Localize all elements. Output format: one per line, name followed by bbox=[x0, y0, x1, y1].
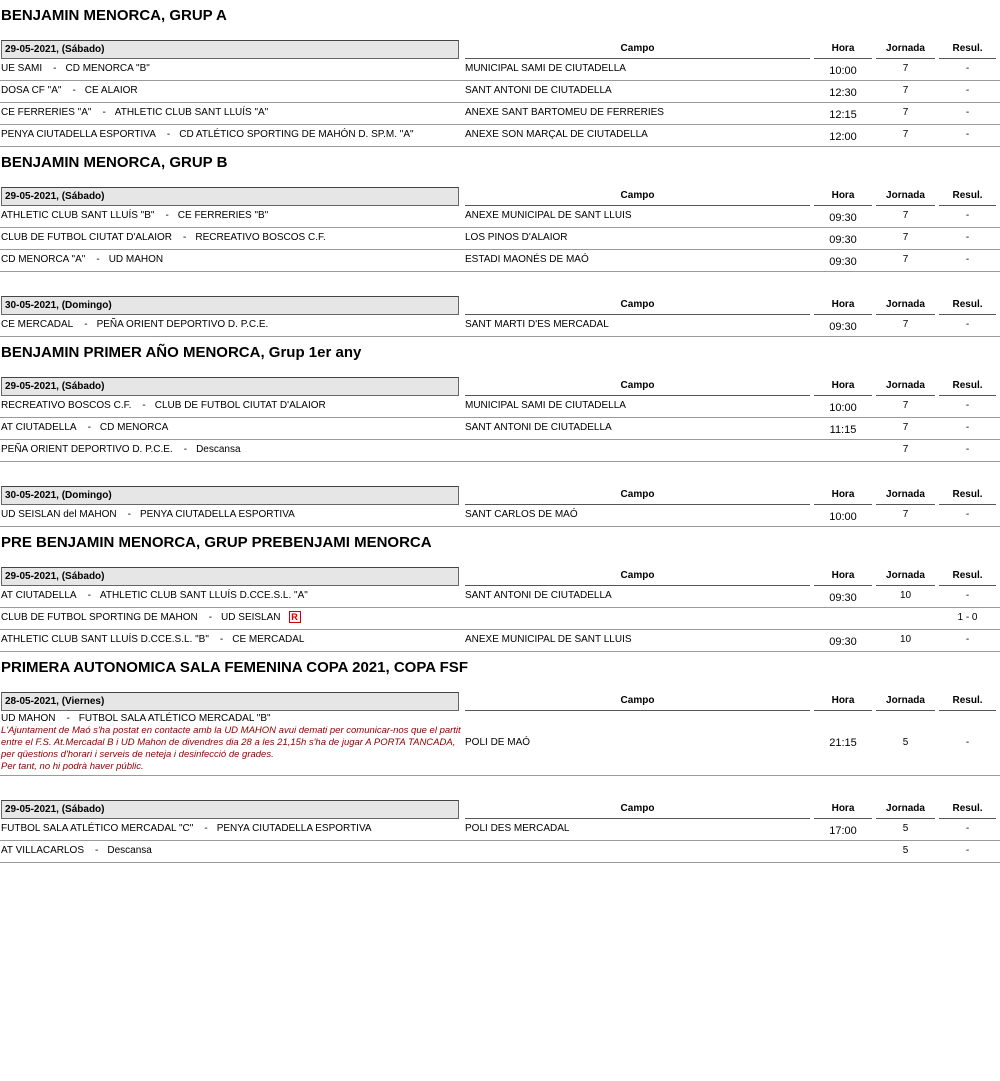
header-hora: Hora bbox=[814, 800, 872, 819]
match-time: 10:00 bbox=[829, 65, 857, 77]
match-teams bbox=[1, 713, 461, 773]
match-teams bbox=[1, 103, 461, 123]
header-campo: Campo bbox=[465, 567, 810, 586]
home-team[interactable]: UE SAMI bbox=[1, 63, 43, 74]
header-jornada: Jornada bbox=[876, 40, 935, 59]
team-separator: - bbox=[165, 210, 169, 221]
match-note: L'Ajuntament de Maó s'ha postat en contacte amb la UD MAHON avui demati per comunicar-nos que el partit entre el F.S. At.Mercadal B i UD Mahon de divendres dia 28 a les 21,15h s'ha de jugar A PORTA TANCADA, per qüestions d'horari i serveis de neteja i desinfecció de grades. bbox=[1, 725, 461, 760]
header-campo: Campo bbox=[465, 800, 810, 819]
match-day-block bbox=[0, 187, 1000, 272]
match-result: - bbox=[965, 63, 970, 74]
match-row[interactable] bbox=[0, 440, 1000, 462]
home-team[interactable]: UD SEISLAN del MAHON bbox=[1, 509, 117, 520]
match-teams bbox=[1, 206, 461, 226]
header-resul: Resul. bbox=[939, 296, 996, 315]
match-venue: SANT ANTONI DE CIUTADELLA bbox=[465, 422, 612, 433]
match-time: 09:30 bbox=[829, 321, 857, 333]
match-round: 7 bbox=[902, 85, 909, 96]
match-result: 1 - 0 bbox=[957, 612, 978, 623]
away-team[interactable]: UD SEISLAN bbox=[221, 612, 281, 623]
table-header bbox=[0, 486, 1000, 505]
match-row[interactable] bbox=[0, 228, 1000, 250]
home-team[interactable]: AT CIUTADELLA bbox=[1, 590, 77, 601]
header-jornada: Jornada bbox=[876, 187, 935, 206]
match-round: 7 bbox=[902, 254, 909, 265]
match-round: 10 bbox=[899, 590, 912, 601]
team-separator: - bbox=[87, 590, 91, 601]
home-team[interactable]: FUTBOL SALA ATLÉTICO MERCADAL "C" bbox=[1, 823, 194, 834]
match-row[interactable] bbox=[0, 315, 1000, 337]
away-team[interactable]: PEÑA ORIENT DEPORTIVO D. P.C.E. bbox=[96, 319, 269, 330]
block-gap bbox=[0, 462, 1000, 486]
team-separator: - bbox=[127, 509, 131, 520]
away-team[interactable]: CD MENORCA bbox=[99, 422, 169, 433]
team-separator: - bbox=[95, 845, 99, 856]
match-result: - bbox=[965, 107, 970, 118]
match-teams bbox=[1, 819, 461, 839]
match-teams bbox=[1, 228, 461, 248]
match-venue: POLI DE MAÓ bbox=[465, 737, 531, 748]
away-team[interactable]: CD ATLÉTICO SPORTING DE MAHÓN D. SP.M. "A" bbox=[179, 129, 414, 140]
competition-section bbox=[0, 337, 1000, 527]
match-date: 30-05-2021, (Domingo) bbox=[1, 486, 459, 505]
match-teams bbox=[1, 608, 461, 628]
header-jornada: Jornada bbox=[876, 486, 935, 505]
match-venue: ANEXE MUNICIPAL DE SANT LLUIS bbox=[465, 634, 632, 645]
match-row[interactable] bbox=[0, 608, 1000, 630]
team-separator: - bbox=[183, 232, 187, 243]
away-team[interactable]: CLUB DE FUTBOL CIUTAT D'ALAIOR bbox=[154, 400, 326, 411]
home-team[interactable]: AT CIUTADELLA bbox=[1, 422, 77, 433]
header-resul: Resul. bbox=[939, 800, 996, 819]
match-date: 29-05-2021, (Sábado) bbox=[1, 40, 459, 59]
match-result: - bbox=[965, 400, 970, 411]
header-campo: Campo bbox=[465, 486, 810, 505]
match-teams bbox=[1, 418, 461, 438]
table-header bbox=[0, 377, 1000, 396]
home-team[interactable]: AT VILLACARLOS bbox=[1, 845, 84, 856]
team-separator: - bbox=[142, 400, 146, 411]
match-venue: SANT CARLOS DE MAÓ bbox=[465, 509, 578, 520]
match-teams bbox=[1, 505, 461, 525]
competition-title: PRE BENJAMIN MENORCA, GRUP PREBENJAMI MENORCA bbox=[1, 534, 432, 551]
away-team[interactable]: Descansa bbox=[196, 444, 241, 455]
competition-title: BENJAMIN PRIMER AÑO MENORCA, Grup 1er any bbox=[1, 344, 362, 361]
header-campo: Campo bbox=[465, 187, 810, 206]
match-result: - bbox=[965, 509, 970, 520]
team-separator: - bbox=[87, 422, 91, 433]
home-team[interactable]: ATHLETIC CLUB SANT LLUÍS "B" bbox=[1, 210, 155, 221]
match-venue: ANEXE MUNICIPAL DE SANT LLUIS bbox=[465, 210, 632, 221]
team-separator: - bbox=[219, 634, 224, 645]
match-day-block bbox=[0, 486, 1000, 527]
match-round: 7 bbox=[902, 63, 909, 74]
table-header bbox=[0, 187, 1000, 206]
away-team[interactable]: CE MERCADAL bbox=[232, 634, 305, 645]
away-team[interactable]: CE ALAIOR bbox=[84, 85, 138, 96]
match-result: - bbox=[965, 319, 970, 330]
team-separator: - bbox=[66, 713, 70, 724]
match-venue: MUNICIPAL SAMI DE CIUTADELLA bbox=[465, 63, 626, 74]
header-resul: Resul. bbox=[939, 486, 996, 505]
match-teams bbox=[1, 59, 461, 79]
competition-section bbox=[0, 0, 1000, 147]
team-separator: - bbox=[183, 444, 188, 455]
match-teams bbox=[1, 250, 461, 270]
home-team[interactable]: CE MERCADAL bbox=[1, 319, 74, 330]
header-campo: Campo bbox=[465, 377, 810, 396]
match-round: 7 bbox=[902, 509, 909, 520]
header-hora: Hora bbox=[814, 40, 872, 59]
home-team[interactable]: CLUB DE FUTBOL SPORTING DE MAHON bbox=[1, 612, 198, 623]
match-result: - bbox=[965, 444, 970, 455]
team-separator: - bbox=[102, 107, 106, 118]
match-round: 7 bbox=[902, 444, 909, 455]
match-row[interactable] bbox=[0, 841, 1000, 863]
result-report-icon[interactable]: R bbox=[289, 611, 301, 623]
away-team[interactable]: CD MENORCA "B" bbox=[65, 63, 150, 74]
match-venue: ESTADI MAONÉS DE MAÓ bbox=[465, 254, 589, 265]
table-header bbox=[0, 692, 1000, 711]
match-round: 7 bbox=[902, 232, 909, 243]
match-day-block bbox=[0, 377, 1000, 462]
match-time: 09:30 bbox=[829, 234, 857, 246]
match-result: - bbox=[965, 232, 970, 243]
competition-section bbox=[0, 527, 1000, 652]
header-resul: Resul. bbox=[939, 567, 996, 586]
match-result: - bbox=[965, 85, 970, 96]
match-row[interactable] bbox=[0, 630, 1000, 652]
match-result: - bbox=[965, 129, 970, 140]
match-time: 12:30 bbox=[829, 87, 857, 99]
header-hora: Hora bbox=[814, 567, 872, 586]
header-hora: Hora bbox=[814, 486, 872, 505]
block-gap bbox=[0, 272, 1000, 296]
team-separator: - bbox=[72, 85, 76, 96]
header-jornada: Jornada bbox=[876, 692, 935, 711]
match-date: 29-05-2021, (Sábado) bbox=[1, 567, 459, 586]
home-team[interactable]: ATHLETIC CLUB SANT LLUÍS D.CCE.S.L. "B" bbox=[1, 634, 209, 645]
match-time: 09:30 bbox=[829, 592, 857, 604]
match-result: - bbox=[965, 737, 970, 748]
home-team[interactable]: PENYA CIUTADELLA ESPORTIVA bbox=[1, 129, 156, 140]
home-team[interactable]: PEÑA ORIENT DEPORTIVO D. P.C.E. bbox=[1, 444, 173, 455]
table-header bbox=[0, 567, 1000, 586]
away-team[interactable]: Descansa bbox=[107, 845, 152, 856]
match-day-block bbox=[0, 296, 1000, 337]
match-result: - bbox=[965, 590, 970, 601]
away-team[interactable]: ATHLETIC CLUB SANT LLUÍS "A" bbox=[114, 107, 269, 118]
home-team[interactable]: UD MAHON bbox=[1, 713, 56, 724]
competition-section bbox=[0, 652, 1000, 863]
header-resul: Resul. bbox=[939, 187, 996, 206]
match-teams bbox=[1, 315, 461, 335]
home-team[interactable]: CD MENORCA "A" bbox=[1, 254, 86, 265]
match-result: - bbox=[965, 210, 970, 221]
match-result: - bbox=[965, 823, 970, 834]
match-row[interactable] bbox=[0, 59, 1000, 81]
block-gap bbox=[0, 776, 1000, 800]
match-time: 12:15 bbox=[829, 109, 857, 121]
match-time: 11:15 bbox=[829, 424, 857, 436]
match-venue: ANEXE SANT BARTOMEU DE FERRERIES bbox=[465, 107, 664, 118]
home-team[interactable]: RECREATIVO BOSCOS C.F. bbox=[1, 400, 132, 411]
header-hora: Hora bbox=[814, 692, 872, 711]
match-time: 17:00 bbox=[829, 825, 857, 837]
away-team[interactable]: CE FERRERIES "B" bbox=[177, 210, 269, 221]
home-team[interactable]: DOSA CF "A" bbox=[1, 85, 62, 96]
match-venue: MUNICIPAL SAMI DE CIUTADELLA bbox=[465, 400, 626, 411]
header-hora: Hora bbox=[814, 187, 872, 206]
table-header bbox=[0, 800, 1000, 819]
team-separator: - bbox=[96, 254, 100, 265]
match-venue: LOS PINOS D'ALAIOR bbox=[465, 232, 568, 243]
team-separator: - bbox=[208, 612, 213, 623]
match-round: 10 bbox=[899, 634, 912, 645]
match-venue: POLI DES MERCADAL bbox=[465, 823, 570, 834]
match-round: 7 bbox=[902, 107, 909, 118]
match-venue: SANT ANTONI DE CIUTADELLA bbox=[465, 590, 612, 601]
match-row[interactable] bbox=[0, 586, 1000, 608]
match-row[interactable] bbox=[0, 711, 1000, 776]
match-teams bbox=[1, 586, 461, 606]
header-jornada: Jornada bbox=[876, 377, 935, 396]
header-jornada: Jornada bbox=[876, 800, 935, 819]
match-date: 29-05-2021, (Sábado) bbox=[1, 187, 459, 206]
match-row[interactable] bbox=[0, 206, 1000, 228]
table-header bbox=[0, 40, 1000, 59]
match-round: 5 bbox=[902, 845, 909, 856]
away-team[interactable]: ATHLETIC CLUB SANT LLUÍS D.CCE.S.L. "A" bbox=[99, 590, 308, 601]
match-result: - bbox=[965, 634, 970, 645]
match-note-extra: Per tant, no hi podrà haver públic. bbox=[1, 761, 144, 772]
match-result: - bbox=[965, 845, 970, 856]
away-team[interactable]: FUTBOL SALA ATLÉTICO MERCADAL "B" bbox=[78, 713, 271, 724]
match-day-block bbox=[0, 40, 1000, 147]
match-row[interactable] bbox=[0, 125, 1000, 147]
match-teams bbox=[1, 125, 461, 145]
competition-title: BENJAMIN MENORCA, GRUP B bbox=[1, 154, 228, 171]
match-date: 28-05-2021, (Viernes) bbox=[1, 692, 459, 711]
match-venue: SANT ANTONI DE CIUTADELLA bbox=[465, 85, 612, 96]
match-row[interactable] bbox=[0, 103, 1000, 125]
match-time: 12:00 bbox=[829, 131, 857, 143]
match-date: 29-05-2021, (Sábado) bbox=[1, 800, 459, 819]
match-day-block bbox=[0, 692, 1000, 776]
header-campo: Campo bbox=[465, 40, 810, 59]
match-time: 10:00 bbox=[829, 511, 857, 523]
match-result: - bbox=[965, 254, 970, 265]
match-round: 7 bbox=[902, 422, 909, 433]
team-separator: - bbox=[166, 129, 171, 140]
team-separator: - bbox=[84, 319, 88, 330]
match-teams bbox=[1, 630, 461, 650]
team-separator: - bbox=[204, 823, 208, 834]
match-row[interactable] bbox=[0, 81, 1000, 103]
header-jornada: Jornada bbox=[876, 296, 935, 315]
match-teams bbox=[1, 396, 461, 416]
match-round: 7 bbox=[902, 400, 909, 411]
home-team[interactable]: CLUB DE FUTBOL CIUTAT D'ALAIOR bbox=[1, 232, 173, 243]
header-hora: Hora bbox=[814, 377, 872, 396]
match-time: 09:30 bbox=[829, 212, 857, 224]
match-day-block bbox=[0, 567, 1000, 652]
match-venue: ANEXE SON MARÇAL DE CIUTADELLA bbox=[465, 129, 648, 140]
match-time: 09:30 bbox=[829, 636, 857, 648]
match-teams bbox=[1, 440, 461, 460]
match-round: 5 bbox=[902, 823, 909, 834]
match-row[interactable] bbox=[0, 396, 1000, 418]
header-resul: Resul. bbox=[939, 40, 996, 59]
away-team[interactable]: PENYA CIUTADELLA ESPORTIVA bbox=[139, 509, 295, 520]
match-date: 29-05-2021, (Sábado) bbox=[1, 377, 459, 396]
match-round: 7 bbox=[902, 319, 909, 330]
match-round: 5 bbox=[902, 737, 909, 748]
header-hora: Hora bbox=[814, 296, 872, 315]
competition-title: PRIMERA AUTONOMICA SALA FEMENINA COPA 2021, COPA FSF bbox=[1, 659, 468, 676]
match-venue: SANT MARTI D'ES MERCADAL bbox=[465, 319, 609, 330]
match-time: 09:30 bbox=[829, 256, 857, 268]
match-teams bbox=[1, 841, 461, 861]
match-result: - bbox=[965, 422, 970, 433]
away-team[interactable]: UD MAHON bbox=[108, 254, 164, 265]
match-round: 7 bbox=[902, 129, 909, 140]
match-round: 7 bbox=[902, 210, 909, 221]
match-time: 21:15 bbox=[829, 737, 857, 749]
header-resul: Resul. bbox=[939, 377, 996, 396]
match-day-block bbox=[0, 800, 1000, 863]
match-date: 30-05-2021, (Domingo) bbox=[1, 296, 459, 315]
team-separator: - bbox=[53, 63, 57, 74]
match-teams bbox=[1, 81, 461, 101]
match-row[interactable] bbox=[0, 418, 1000, 440]
competition-section bbox=[0, 147, 1000, 337]
competition-title: BENJAMIN MENORCA, GRUP A bbox=[1, 7, 227, 24]
home-team[interactable]: CE FERRERIES "A" bbox=[1, 107, 92, 118]
header-jornada: Jornada bbox=[876, 567, 935, 586]
match-row[interactable] bbox=[0, 819, 1000, 841]
header-resul: Resul. bbox=[939, 692, 996, 711]
header-campo: Campo bbox=[465, 296, 810, 315]
match-row[interactable] bbox=[0, 250, 1000, 272]
table-header bbox=[0, 296, 1000, 315]
away-team[interactable]: PENYA CIUTADELLA ESPORTIVA bbox=[216, 823, 372, 834]
away-team[interactable]: RECREATIVO BOSCOS C.F. bbox=[195, 232, 326, 243]
match-row[interactable] bbox=[0, 505, 1000, 527]
match-time: 10:00 bbox=[829, 402, 857, 414]
header-campo: Campo bbox=[465, 692, 810, 711]
